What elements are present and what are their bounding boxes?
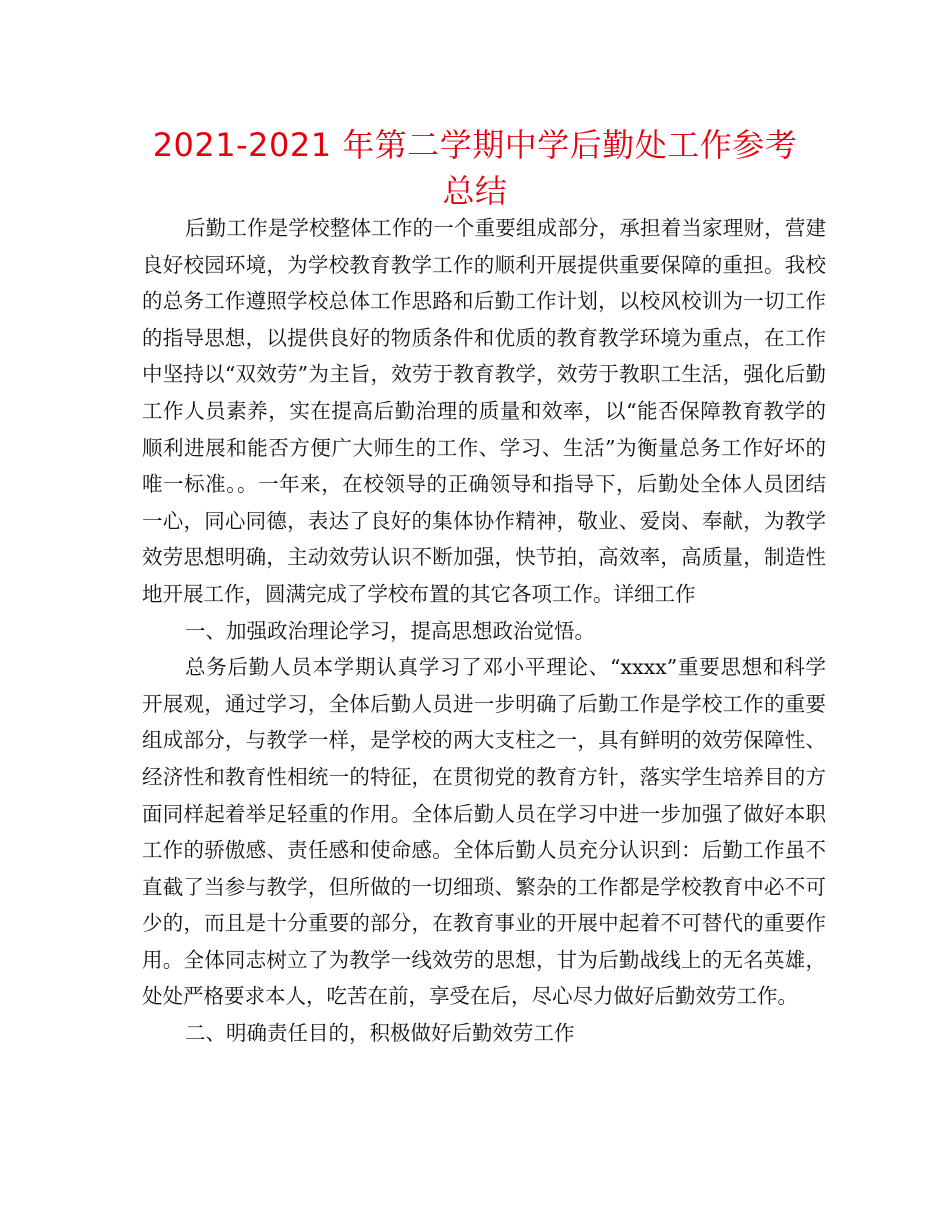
paragraph-intro: 后勤工作是学校整体工作的一个重要组成部分，承担着当家理财，营建良好校园环境，为学校教育教学工作的顺利开展提供重要保障的重担。我校的总务工作遵照学校总体工作思路和后勤工作计划，以校风校训为一切工作的指导思想，以提供良好的物质条件和优质的教育教学环境为重点，在工作中坚持以“双效劳”为主旨，效劳于教育教学，效劳于教职工生活，强化后勤工作人员素养，实在提高后勤治理的质量和效率，以“能否保障教育教学的顺利进展和能否方便广大师生的工作、学习、生活”为衡量总务工作好坏的唯一标准。。一年来，在校领导的正确领导和指导下，后勤处全体人员团结一心，同心同德，表达了良好的集体协作精神，敬业、爱岗、奉献，为教学效劳思想明确，主动效劳认识不断加强，快节拍，高效率，高质量，制造性地开展工作，圆满完成了学校布置的其它各项工作。详细工作 [142,216,826,606]
section-heading-1: 一、加强政治理论学习，提高思想政治觉悟。 [185,618,595,643]
paragraph-section-1: 总务后勤人员本学期认真学习了邓小平理论、“xxxx”重要思想和科学开展观，通过学习，全体后勤人员进一步明确了后勤工作是学校工作的重要组成部分，与教学一样，是学校的两大支柱之一，具有鲜明的效劳保障性、经济性和教育性相统一的特征，在贯彻党的教育方针，落实学生培养目的方面同样起着举足轻重的作用。全体后勤人员在学习中进一步加强了做好本职工作的骄傲感、责任感和使命感。全体后勤人员充分认识到：后勤工作虽不直截了当参与教学，但所做的一切细琐、繁杂的工作都是学校教育中必不可少的，而且是十分重要的部分，在教育事业的开展中起着不可替代的重要作用。全体同志树立了为教学一线效劳的思想，甘为后勤战线上的无名英雄，处处严格要求本人，吃苦在前，享受在后，尽心尽力做好后勤效劳工作。 [142,655,826,1009]
section-heading-2: 二、明确责任目的，积极做好后勤效劳工作 [185,1021,575,1046]
document-title: 2021-2021 年第二学期中学后勤处工作参考总结 [152,126,798,210]
document-body [142,210,826,1052]
